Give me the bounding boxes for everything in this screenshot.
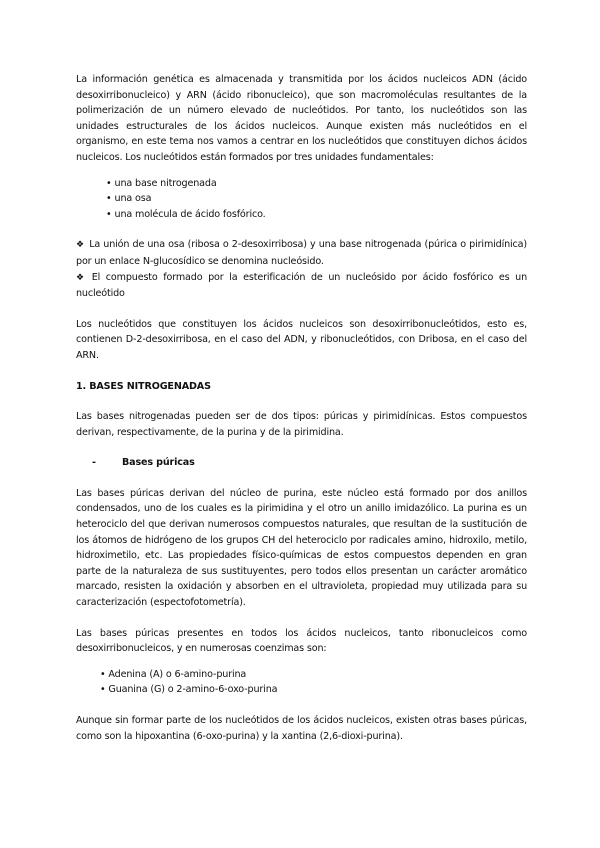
definition-nucleotide: ❖ El compuesto formado por la esterificación de un nucleósido por ácido fosfórico es un nucleótido (76, 271, 527, 300)
purine-paragraph: Las bases púricas derivan del núcleo de purina, este núcleo está formado por dos anillos condensados, uno de los cuales es la pirimidina y el otro un anillo imidazólico. La purina es un heterociclo del que derivan numerosos compuestos naturales, que resultan de la sustitución de los átomos de hidrógeno de los grupos CH del heterociclo por radicales amino, hidroxilo, metilo, hidroximetilo, etc. Las propiedades físico-químicas de estos compuestos dependen en gran parte de la naturaleza de sus sustituyentes, pero todos ellos presentan un carácter aromático marcado, resisten la oxidación y absorben en el ultravioleta, propiedad muy utilizada para su caracterización (espectofotometría). (76, 487, 527, 609)
bullet-dot-icon: • (100, 684, 109, 696)
diamond-bullet-icon: ❖ (76, 240, 85, 251)
list-item: • una base nitrogenada (106, 177, 217, 189)
definition-nucleoside: ❖ La unión de una osa (ribosa o 2-desoxirribosa) y una base nitrogenada (púrica o pirimidínica) por un enlace N-glucosídico se denomina nucleósido. (76, 239, 527, 267)
document-page (76, 72, 527, 744)
list-item: • una molécula de ácido fosfórico. (106, 208, 266, 220)
bullet-dot-icon: • (106, 193, 112, 205)
diamond-bullet-icon: ❖ (76, 272, 87, 283)
closing-paragraph: Los nucleótidos que constituyen los ácidos nucleicos son desoxirribonucleótidos, esto es, contienen D-2-desoxirribosa, en el caso del ADN, y ribonucleótidos, con Dribosa, en el caso del ARN. (76, 318, 527, 361)
other-purines-paragraph: Aunque sin formar parte de los nucleótidos de los ácidos nucleicos, existen otras bases púricas, como son la hipoxantina (6-oxo-purina) y la xantina (2,6-dioxi-purina). (76, 715, 527, 742)
dash-bullet: - (92, 457, 96, 469)
intro-paragraph: La información genética es almacenada y transmitida por los ácidos nucleicos ADN (ácido desoxirribonucleico) y ARN (ácido ribonucleico), que son macromoléculas resultantes de la polimerización de un número elevado de nucleótidos. Por tanto, los nucleótidos son las unidades estructurales de los ácidos nucleicos. Aunque existen más nucleótidos en el organismo, en este tema nos vamos a centrar en los nucleótidos que constituyen dichos ácidos nucleicos. Los nucleótidos están formados por tres unidades fundamentales: (76, 74, 527, 163)
bullet-dot-icon: • (106, 177, 112, 189)
bullet-dot-icon: • (106, 208, 112, 220)
list-item: • Guanina (G) o 2-amino-6-oxo-purina (100, 684, 278, 696)
subheading-bases-puricas: - Bases púricas (76, 455, 527, 471)
list-item: • una osa (106, 193, 152, 205)
section-intro: Las bases nitrogenadas pueden ser de dos tipos: púricas y pirimidínicas. Estos compuestos derivan, respectivamente, de la purina y de la pirimidina. (76, 411, 527, 438)
list-item: • Adenina (A) o 6-amino-purina (100, 668, 247, 680)
purine-bases-list (76, 667, 527, 698)
bullet-dot-icon: • (100, 668, 109, 680)
section-heading: 1. BASES NITROGENADAS (76, 380, 211, 392)
nucleotide-units-list (76, 176, 527, 223)
purine-bases-intro: Las bases púricas presentes en todos los ácidos nucleicos, tanto ribonucleicos como desoxirribonucleicos, y en numerosas coenzimas son: (76, 627, 527, 655)
